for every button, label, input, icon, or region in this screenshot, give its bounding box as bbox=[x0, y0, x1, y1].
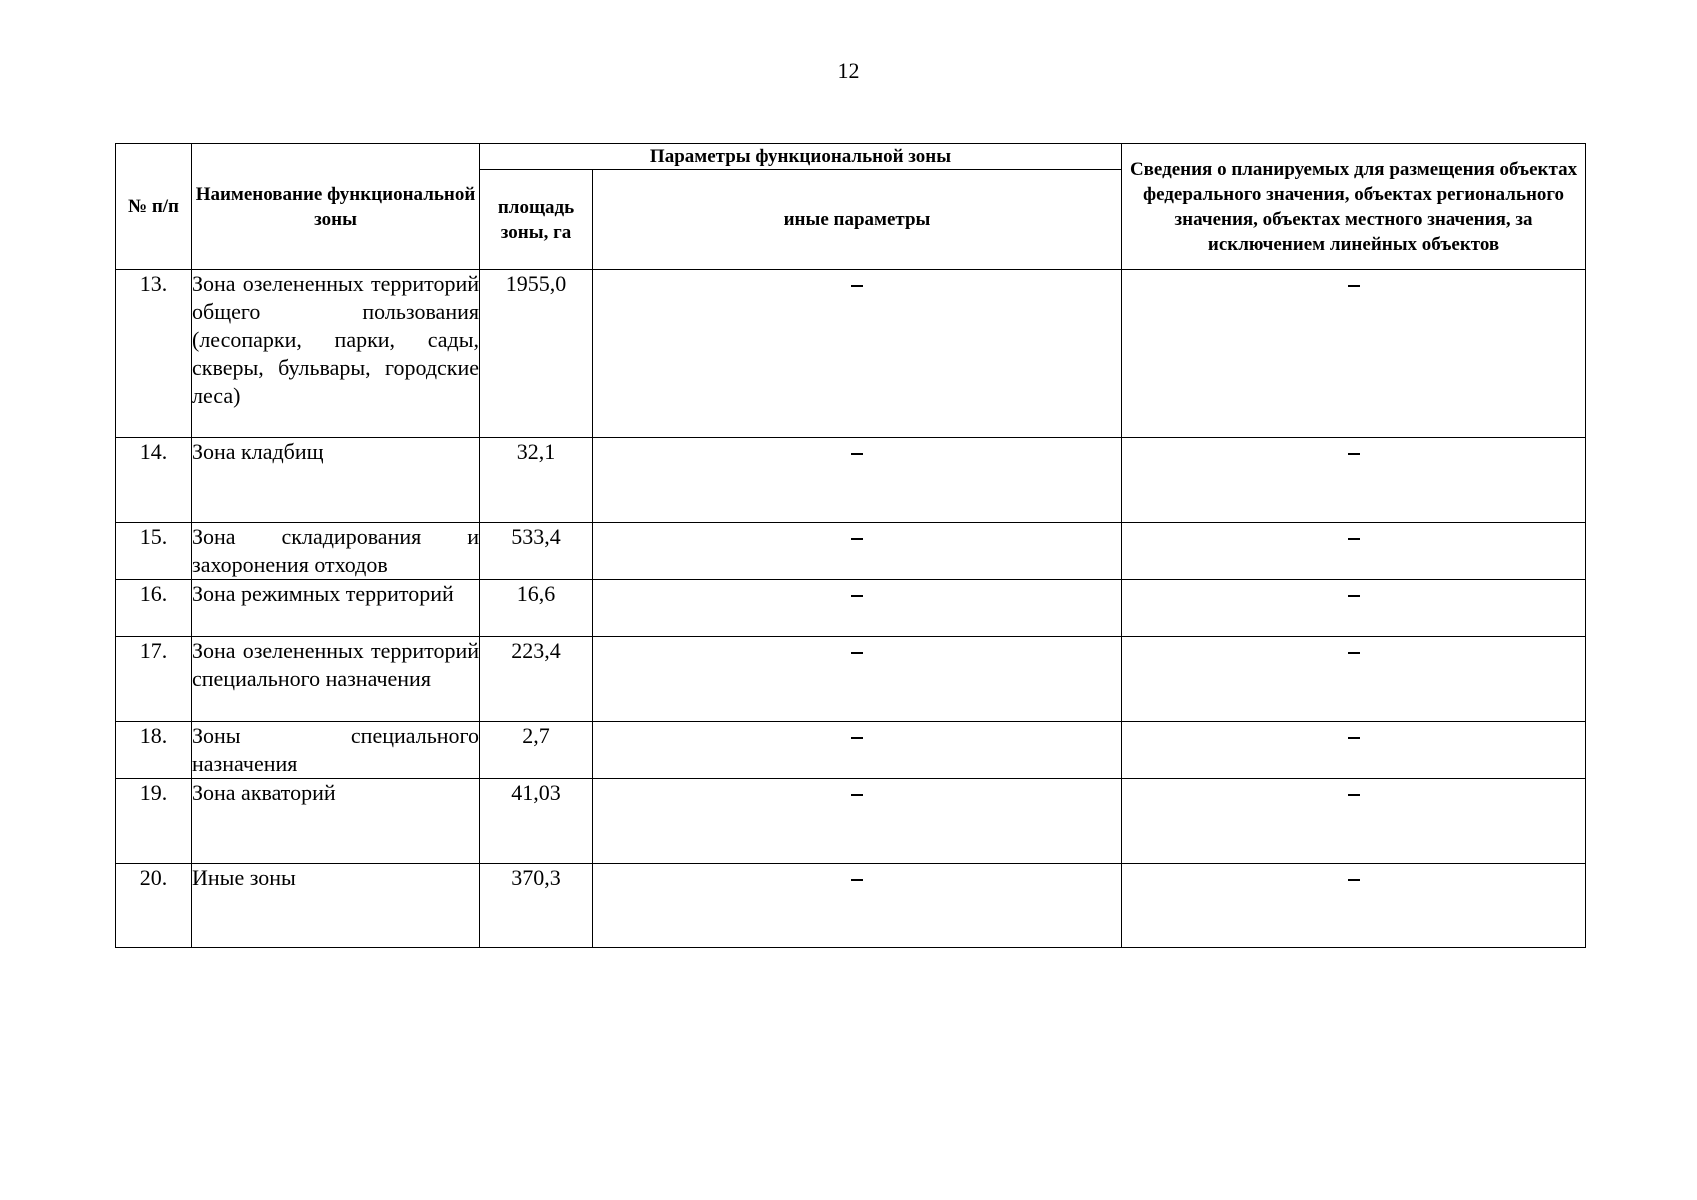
dash-mark bbox=[1348, 737, 1360, 739]
row-info bbox=[1122, 722, 1586, 779]
row-num: 17. bbox=[116, 637, 192, 722]
row-area: 370,3 bbox=[480, 864, 593, 948]
row-info bbox=[1122, 523, 1586, 580]
row-info bbox=[1122, 864, 1586, 948]
table-row bbox=[116, 523, 1586, 580]
row-info bbox=[1122, 637, 1586, 722]
row-other-params bbox=[593, 722, 1122, 779]
dash-mark bbox=[851, 595, 863, 597]
dash-mark bbox=[851, 538, 863, 540]
row-num: 14. bbox=[116, 438, 192, 523]
row-info bbox=[1122, 779, 1586, 864]
table-row bbox=[116, 637, 1586, 722]
row-name: Зона озелененных территорий специального назначения bbox=[192, 637, 480, 722]
row-area: 32,1 bbox=[480, 438, 593, 523]
header-params-group: Параметры функциональной зоны bbox=[480, 144, 1122, 170]
functional-zones-table bbox=[115, 143, 1586, 948]
row-name: Зона акваторий bbox=[192, 779, 480, 864]
dash-mark bbox=[851, 453, 863, 455]
table-row bbox=[116, 580, 1586, 637]
row-area: 533,4 bbox=[480, 523, 593, 580]
header-info: Сведения о планируемых для размещения объектах федерального значения, объектах регионального значения, объектах местного значения, за исключением линейных объектов bbox=[1122, 144, 1586, 270]
row-other-params bbox=[593, 438, 1122, 523]
row-num: 18. bbox=[116, 722, 192, 779]
row-other-params bbox=[593, 580, 1122, 637]
row-name: Зона режимных территорий bbox=[192, 580, 480, 637]
dash-mark bbox=[1348, 879, 1360, 881]
page-number: 12 bbox=[837, 58, 860, 83]
header-num: № п/п bbox=[116, 144, 192, 270]
table-row bbox=[116, 864, 1586, 948]
row-name: Иные зоны bbox=[192, 864, 480, 948]
row-num: 16. bbox=[116, 580, 192, 637]
row-info bbox=[1122, 270, 1586, 438]
row-other-params bbox=[593, 864, 1122, 948]
dash-mark bbox=[851, 652, 863, 654]
dash-mark bbox=[851, 879, 863, 881]
row-other-params bbox=[593, 637, 1122, 722]
row-num: 19. bbox=[116, 779, 192, 864]
row-name: Зона озелененных территорий общего пользования (лесопарки, парки, сады, скверы, бульвары, городские леса) bbox=[192, 270, 480, 438]
row-num: 15. bbox=[116, 523, 192, 580]
header-area: площадь зоны, га bbox=[480, 170, 593, 270]
row-info bbox=[1122, 438, 1586, 523]
dash-mark bbox=[851, 794, 863, 796]
dash-mark bbox=[851, 285, 863, 287]
row-area: 223,4 bbox=[480, 637, 593, 722]
row-area: 41,03 bbox=[480, 779, 593, 864]
row-name: Зона складирования и захоронения отходов bbox=[192, 523, 480, 580]
dash-mark bbox=[1348, 595, 1360, 597]
dash-mark bbox=[851, 737, 863, 739]
row-other-params bbox=[593, 779, 1122, 864]
table-row bbox=[116, 270, 1586, 438]
dash-mark bbox=[1348, 453, 1360, 455]
row-num: 20. bbox=[116, 864, 192, 948]
row-name: Зоны специального назначения bbox=[192, 722, 480, 779]
row-area: 16,6 bbox=[480, 580, 593, 637]
table-row bbox=[116, 779, 1586, 864]
row-area: 1955,0 bbox=[480, 270, 593, 438]
row-other-params bbox=[593, 523, 1122, 580]
header-name: Наименование функциональной зоны bbox=[192, 144, 480, 270]
row-num: 13. bbox=[116, 270, 192, 438]
dash-mark bbox=[1348, 652, 1360, 654]
row-name: Зона кладбищ bbox=[192, 438, 480, 523]
header-other-params: иные параметры bbox=[593, 170, 1122, 270]
dash-mark bbox=[1348, 538, 1360, 540]
row-area: 2,7 bbox=[480, 722, 593, 779]
table-row bbox=[116, 722, 1586, 779]
dash-mark bbox=[1348, 285, 1360, 287]
table-row bbox=[116, 438, 1586, 523]
row-info bbox=[1122, 580, 1586, 637]
dash-mark bbox=[1348, 794, 1360, 796]
row-other-params bbox=[593, 270, 1122, 438]
